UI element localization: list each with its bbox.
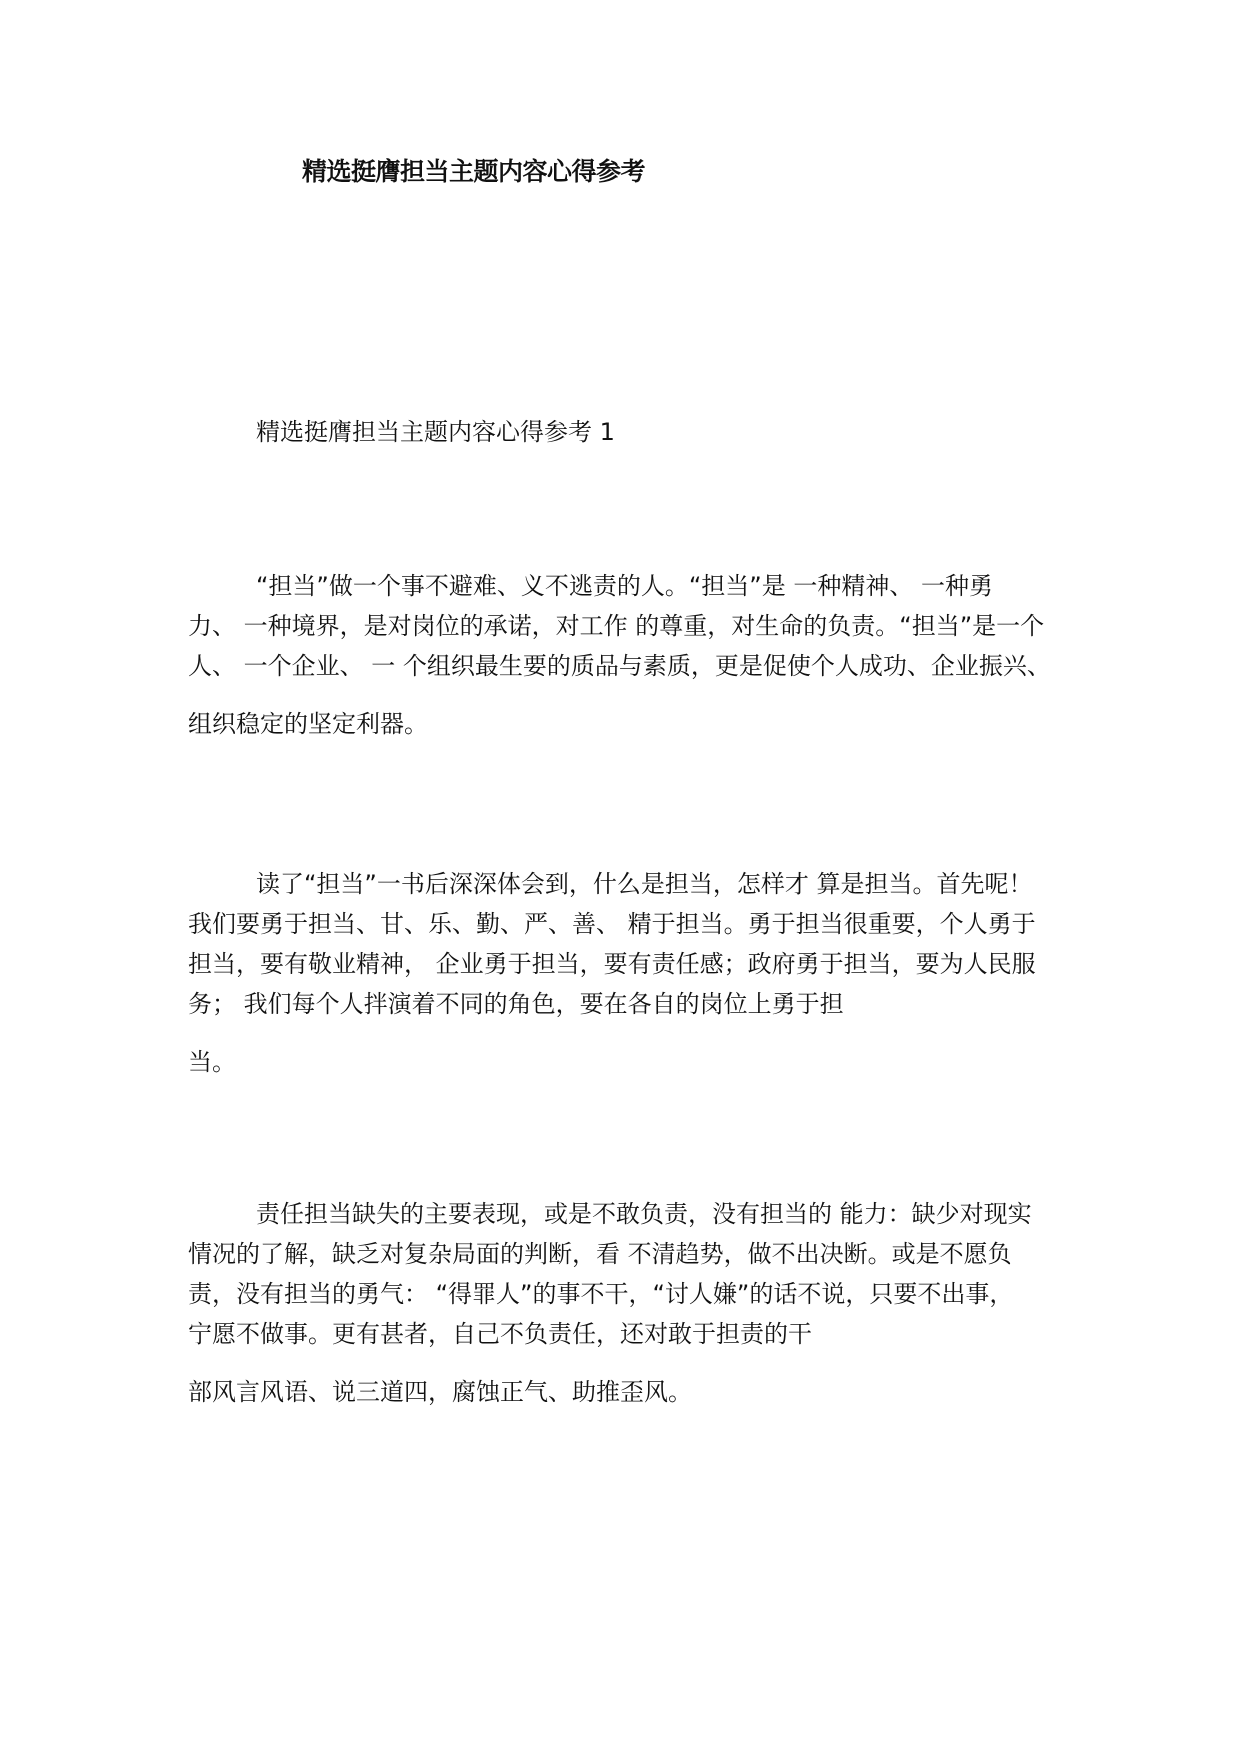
paragraph-line: 读了“担当”一书后深深体会到，什么是担当，怎样才 算是担当。首先呢！	[256, 870, 1033, 898]
paragraph-tail: 组织稳定的坚定利器。	[188, 710, 428, 738]
paragraph-tail: 部风言风语、说三道四，腐蚀正气、助推歪风。	[188, 1378, 692, 1406]
paragraph	[188, 1194, 1068, 1412]
paragraph-line: 责，没有担当的勇气： “得罪人”的事不干，“讨人嫌”的话不说，只要不出事，	[188, 1280, 1014, 1308]
paragraph-line: 力、 一种境界，是对岗位的承诺，对工作 的尊重，对生命的负责。“担当”是一个	[188, 612, 1045, 640]
paragraph-line: 宁愿不做事。更有甚者，自己不负责任，还对敢于担责的干	[188, 1320, 812, 1348]
paragraph-line: 责任担当缺失的主要表现，或是不敢负责，没有担当的 能力：缺少对现实	[256, 1200, 1032, 1228]
section-title: 精选挺膺担当主题内容心得参考 1	[256, 418, 615, 446]
paragraph-line: “担当”做一个事不避难、义不逃责的人。“担当”是 一种精神、 一种勇	[256, 572, 993, 600]
paragraph-line: 人、 一个企业、 一 个组织最生要的质品与素质，更是促使个人成功、企业振兴、	[188, 652, 1051, 680]
paragraph-tail: 当。	[188, 1048, 236, 1076]
paragraph-line: 我们要勇于担当、甘、乐、勤、严、善、 精于担当。勇于担当很重要，个人勇于	[188, 910, 1036, 938]
paragraph-line: 担当，要有敬业精神， 企业勇于担当，要有责任感；政府勇于担当，要为人民服	[188, 950, 1036, 978]
document-title: 精选挺膺担当主题内容心得参考	[302, 157, 646, 186]
paragraph	[188, 864, 1068, 1082]
paragraph	[188, 566, 1068, 744]
paragraph-line: 务； 我们每个人拌演着不同的角色，要在各自的岗位上勇于担	[188, 990, 844, 1018]
paragraph-line: 情况的了解，缺乏对复杂局面的判断，看 不清趋势，做不出决断。或是不愿负	[188, 1240, 1012, 1268]
